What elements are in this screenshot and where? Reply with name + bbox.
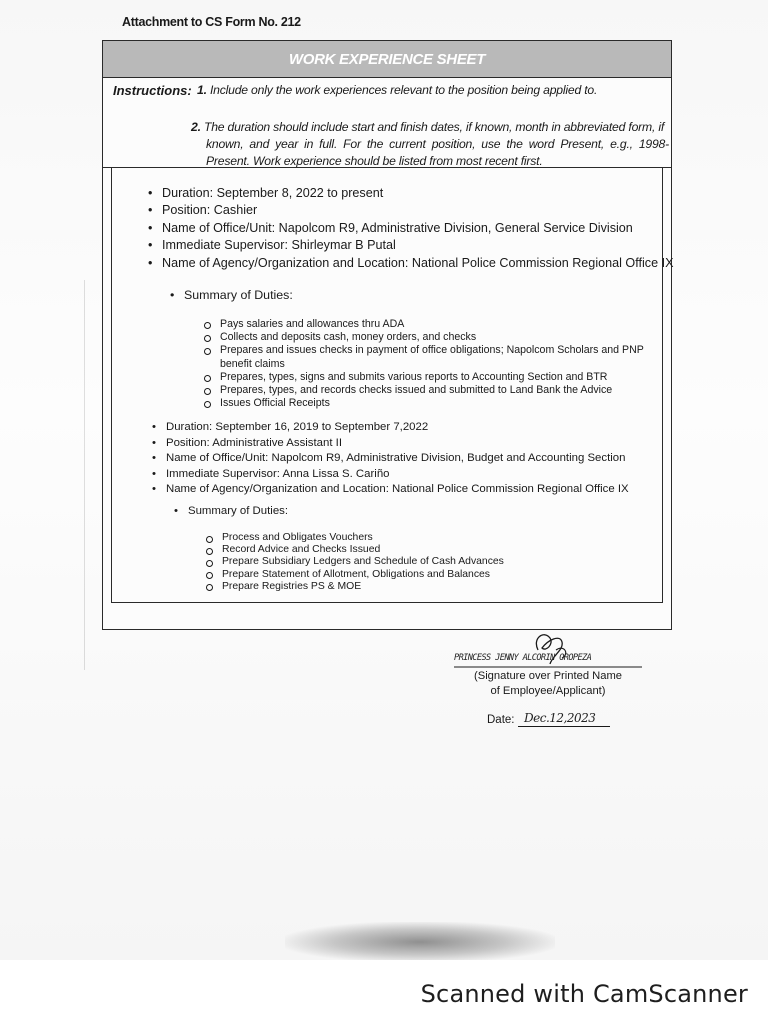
duty-item: Prepare Registries PS & MOE [204,581,624,593]
instruction-item-1 [197,82,667,99]
signature-caption [458,669,638,699]
date-underline [518,726,610,727]
duration-line: • Duration: September 16, 2019 to September 7,2022 [152,420,629,436]
position-line: • Position: Administrative Assistant II [152,436,629,452]
printed-name: PRINCESS JENNY ALCORIN OROPEZA [454,653,592,663]
office-line: • Name of Office/Unit: Napolcom R9, Administrative Division, Budget and Accounting Section [152,451,629,467]
instruction-text-line1: The duration should include start and finish dates, if known, month in abbreviated form, if [203,120,665,134]
instruction-number: 2. [191,120,201,134]
instructions-label: Instructions: [113,83,192,98]
duty-item: Issues Official Receipts [202,397,657,410]
duty-item: Prepares, types, and records checks issued and submitted to Land Bank the Advice [202,384,657,397]
supervisor-line: • Immediate Supervisor: Shirleymar B Putal [148,237,674,254]
duty-item: Prepare Statement of Allotment, Obligations and Balances [204,569,624,581]
caption-line-1: (Signature over Printed Name [474,670,622,682]
scan-edge-line [84,280,85,670]
supervisor-line: • Immediate Supervisor: Anna Lissa S. Cariño [152,467,629,483]
duty-item: Process and Obligates Vouchers [204,532,624,544]
duty-item: Prepare Subsidiary Ledgers and Schedule of Cash Advances [204,556,624,568]
scan-shadow [285,922,555,962]
instruction-text-rest: known, and year in full. For the current position, use the word Present, e.g., 1998-Present. Work experience should be listed from most recent first. [206,137,669,168]
date-value: Dec.12,2023 [524,711,596,725]
instruction-item-2 [191,119,669,170]
experience-entry-2 [152,420,629,498]
duties-list-2 [204,532,624,593]
form-title: WORK EXPERIENCE SHEET [103,41,671,78]
summary-of-duties-label: • Summary of Duties: [188,505,288,517]
duration-line: • Duration: September 8, 2022 to present [148,185,674,202]
instruction-text: Include only the work experiences relevant to the position being applied to. [209,83,598,97]
summary-of-duties-label: • Summary of Duties: [184,288,293,302]
instruction-number: 1. [197,83,207,97]
experience-entry-1 [148,185,674,272]
duty-item: Pays salaries and allowances thru ADA [202,318,657,331]
duty-item: Prepares and issues checks in payment of office obligations; Napolcom Scholars and PNP benefit claims [202,344,657,370]
attachment-label: Attachment to CS Form No. 212 [122,15,301,29]
duty-item: Collects and deposits cash, money orders, and checks [202,331,657,344]
signature-scribble-icon [452,630,652,670]
office-line: • Name of Office/Unit: Napolcom R9, Administrative Division, General Service Division [148,220,674,237]
duty-item: Record Advice and Checks Issued [204,544,624,556]
agency-line: • Name of Agency/Organization and Location: National Police Commission Regional Office IX [148,255,674,272]
duty-item: Prepares, types, signs and submits various reports to Accounting Section and BTR [202,371,657,384]
camscanner-watermark: Scanned with CamScanner [420,980,748,1008]
duties-list-1 [202,318,657,410]
caption-line-2: of Employee/Applicant) [490,685,606,697]
agency-line: • Name of Agency/Organization and Location: National Police Commission Regional Office IX [152,482,629,498]
position-line: • Position: Cashier [148,202,674,219]
date-label: Date: [487,714,515,726]
